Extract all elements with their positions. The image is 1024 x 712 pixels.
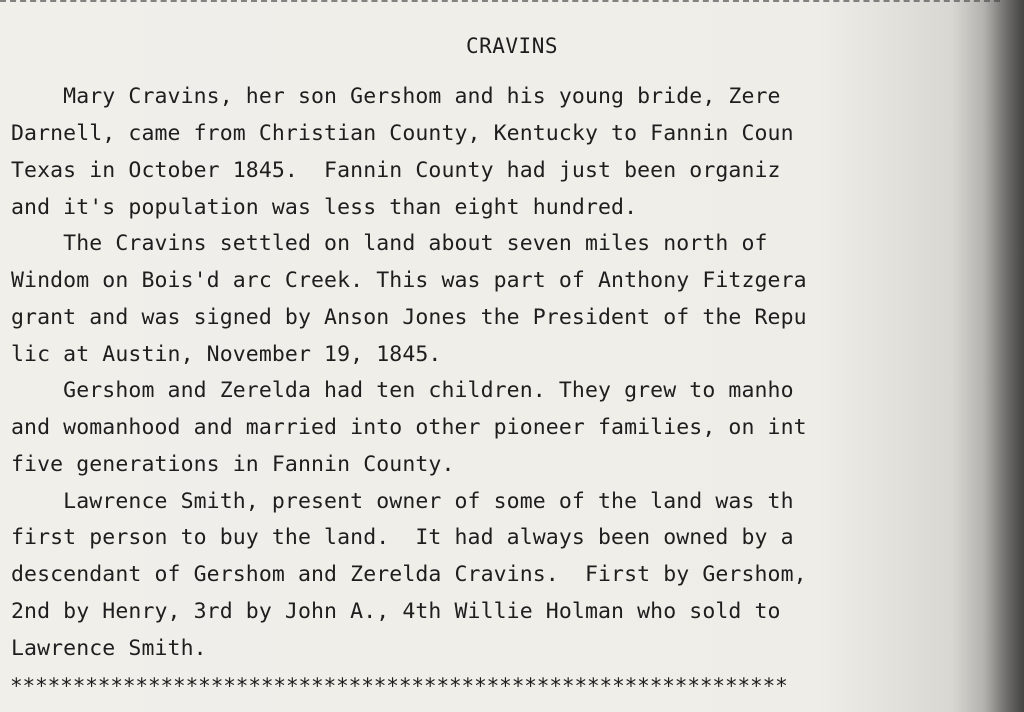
page-binding-shadow: [984, 0, 1024, 712]
text-line-10: and womanhood and married into other pioneer families, on int: [11, 415, 807, 440]
text-line-9: Gershom and Zerelda had ten children. They grew to manho: [11, 378, 794, 403]
text-line-12: Lawrence Smith, present owner of some of the land was th: [11, 489, 794, 514]
top-dashed-border: [0, 0, 1000, 8]
text-line-3: Texas in October 1845. Fannin County had just been organiz: [11, 158, 781, 183]
text-line-16: Lawrence Smith.: [11, 636, 207, 661]
text-line-8: lic at Austin, November 19, 1845.: [11, 342, 442, 367]
text-line-2: Darnell, came from Christian County, Kentucky to Fannin Coun: [11, 121, 794, 146]
text-line-7: grant and was signed by Anson Jones the President of the Repu: [11, 305, 807, 330]
text-line-6: Windom on Bois'd arc Creek. This was part of Anthony Fitzgera: [11, 268, 807, 293]
page-title: CRAVINS: [465, 34, 558, 58]
text-line-14: descendant of Gershom and Zerelda Cravins. First by Gershom,: [11, 562, 807, 587]
text-line-5: The Cravins settled on land about seven miles north of: [11, 231, 768, 256]
text-line-1: Mary Cravins, her son Gershom and his young bride, Zere: [11, 84, 781, 109]
text-line-4: and it's population was less than eight hundred.: [11, 195, 638, 220]
text-line-11: five generations in Fannin County.: [11, 452, 455, 477]
text-line-15: 2nd by Henry, 3rd by John A., 4th Willie Holman who sold to: [11, 599, 781, 624]
asterisk-separator: **************************************************************: [10, 674, 788, 698]
text-line-13: first person to buy the land. It had always been owned by a: [11, 525, 794, 550]
